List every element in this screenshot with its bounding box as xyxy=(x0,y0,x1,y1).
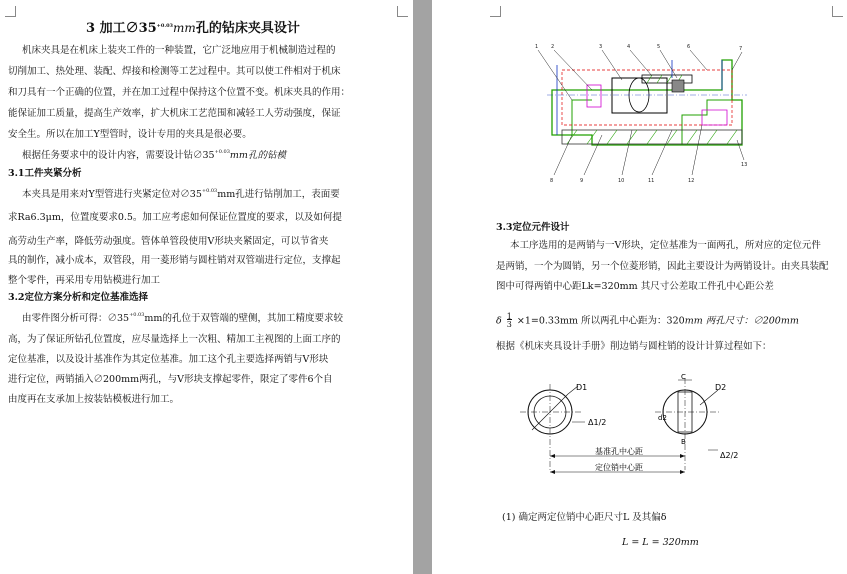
callout-label: 1 xyxy=(535,44,539,50)
callout-label: 9 xyxy=(580,178,584,184)
callout-label: 8 xyxy=(550,178,554,184)
text-line: 高，为了保证所钻孔位置度，应尽量选择上一次粗、精加工主视图的上面工序的 xyxy=(8,334,341,345)
pin-calculation-diagram xyxy=(510,370,780,490)
text-line: 切削加工、热处理、装配、焊接和检测等工艺过程中。其可以使工件相对于机床 xyxy=(8,66,341,77)
text-line: 能保证加工质量，提高生产效率，扩大机床工艺范围和减轻工人劳动强度，保证 xyxy=(8,108,341,119)
text-line: 进行定位，两销插入∅200mm两孔，与V形块支撑起零件，限定了零件6个自 xyxy=(8,374,333,385)
diagram-label: Δ2/2 xyxy=(720,451,739,460)
fixture-assembly-drawing xyxy=(532,40,762,190)
text-line: 求Ra6.3μm，位置度要求0.5。加工应考虑如何保证位置度的要求，以及如何提 xyxy=(8,212,342,223)
text-line: 机床夹具是在机床上装夹工件的一种装置，它广泛地应用于机械制造过程的 xyxy=(22,45,336,56)
diagram-label: 基准孔中心距 xyxy=(595,447,643,456)
diagram-label: 定位销中心距 xyxy=(595,463,643,472)
text-line: 由零件图分析可得：$\emptyset 35^{+0.03}mm$的孔位于双管端的壁侧，其加工精度要求较 xyxy=(22,312,343,324)
page-gutter xyxy=(413,0,432,574)
diagram-label: B xyxy=(681,438,686,446)
diagram-label: D2 xyxy=(715,383,727,392)
callout-label: 6 xyxy=(687,44,691,50)
text-line: (1) 确定两定位销中心距尺寸L 及其偏δ xyxy=(502,512,667,523)
crop-mark xyxy=(397,6,408,17)
callout-label: 7 xyxy=(739,46,743,52)
text-line: 是两销，一个为圆销，另一个位菱形销，因此主要设计为两销设计。由夹具装配 xyxy=(496,261,829,272)
callout-label: 4 xyxy=(627,44,631,50)
diagram-label: D1 xyxy=(576,383,588,392)
text-line: 由度再在支承加上按装钻模板进行加工。 xyxy=(8,394,180,405)
callout-label: 13 xyxy=(741,162,748,168)
text-line: 图中可得两销中心距Lk=320mm 其尺寸公差取工件孔中心距公差 xyxy=(496,281,774,292)
text-line: 本夹具是用来对Y型管进行夹紧定位对$\emptyset 35^{+0.03}mm$孔进行钻削加工，表面要 xyxy=(22,188,340,200)
callout-label: 12 xyxy=(688,178,695,184)
text-line: 整个零件，再采用专用钻模进行加工 xyxy=(8,275,161,286)
diagram-label: C xyxy=(681,373,686,381)
callout-label: 5 xyxy=(657,44,661,50)
document-page-left xyxy=(0,0,413,574)
text-line: 本工序选用的是两销与一V形块，定位基准为一面两孔，所对应的定位元件 xyxy=(510,240,821,251)
callout-label: 2 xyxy=(551,44,555,50)
text-line: 定位基准，以及设计基准作为其定位基准。加工这个孔主要选择两销与V形块 xyxy=(8,354,329,365)
diagram-label: Δ1/2 xyxy=(588,418,607,427)
section-title: 3 加工$\emptyset 35^{+0.03}mm$孔的钻床夹具设计 xyxy=(86,21,300,36)
text-line: 安全生。所以在加工Y型管时，设计专用的夹具是很必要。 xyxy=(8,129,252,140)
text-line: 高劳动生产率，降低劳动强度。管体单管段使用V形块夹紧固定，可以节省夹 xyxy=(8,236,329,247)
text-line: 根据《机床夹具设计手册》削边销与圆柱销的设计计算过程如下： xyxy=(496,341,772,352)
crop-mark xyxy=(832,6,843,17)
task-line: 根据任务要求中的设计内容，需要设计钻$\emptyset 35^{+0.03}mm$孔的钻模 xyxy=(22,149,286,161)
callout-label: 3 xyxy=(599,44,603,50)
callout-label: 10 xyxy=(618,178,625,184)
text-line: 和刀具有一个正确的位置，并在加工过程中保持这个位置不变。机床夹具的作用： xyxy=(8,87,351,98)
formula-line: L = L = 320mm xyxy=(622,537,699,548)
text-line: 具的制作，减小成本，双管段，用一菱形销与圆柱销对双管端进行定位，支撑起 xyxy=(8,255,341,266)
formula-line: δ $\frac{1}{3} \times 1=0.33mm$ 所以两孔中心距为：320mm 两孔尺寸：∅200mm xyxy=(496,312,799,329)
diagram-label: d2 xyxy=(658,414,667,422)
crop-mark xyxy=(490,6,501,17)
crop-mark xyxy=(5,6,16,17)
section-heading: 3.3定位元件设计 xyxy=(496,222,570,233)
section-heading: 3.1工件夹紧分析 xyxy=(8,168,82,179)
section-heading: 3.2定位方案分析和定位基准选择 xyxy=(8,292,149,303)
callout-label: 11 xyxy=(648,178,655,184)
document-page-right xyxy=(432,0,847,574)
